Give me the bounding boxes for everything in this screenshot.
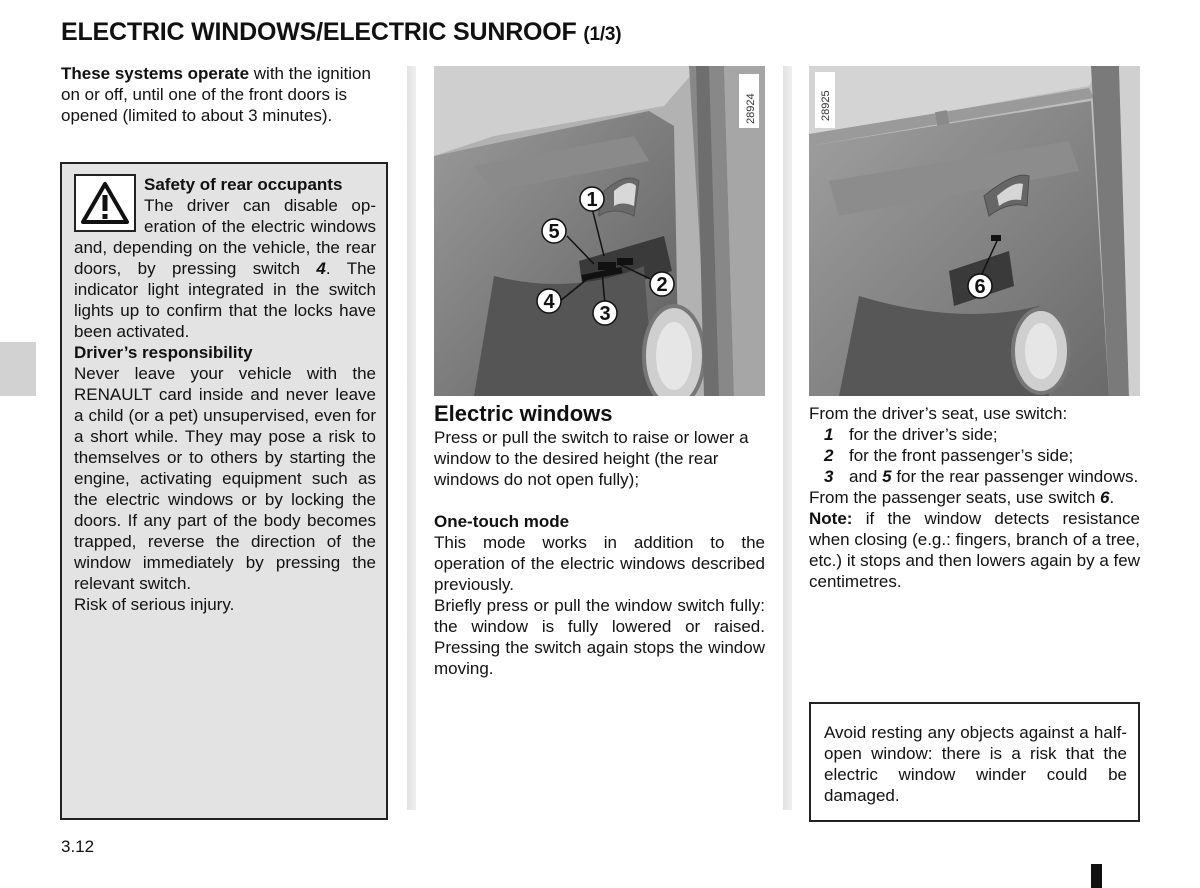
intro-text: with the ignition on or off, until one of the front doors is opened (limited to about 3 minutes). [61,64,371,125]
callout-2 [650,272,674,296]
svg-text:5: 5 [548,221,560,243]
chapter-tab [0,342,36,396]
page-title-text: ELECTRIC WINDOWS/ELECTRIC SUNROOF [61,18,577,46]
safety-switch-ref: 4 [316,259,326,278]
switch-list-item: 3 and 5 for the rear passenger windows. [824,467,1139,486]
page-corner-mark [1091,864,1102,888]
advice-box [809,702,1140,822]
callout-5 [542,219,566,243]
svg-text:6: 6 [974,276,986,298]
resistance-note: Note: if the window detects resistance when closing (e.g.: fingers, branch of a tree, etc.) it stops and then lowers again by a few centimetres. [809,509,1140,591]
rear-door-figure [809,66,1140,396]
switch-list-item: 1 for the driver’s side; [824,425,998,444]
figure1-ref: 28924 [745,93,757,124]
responsibility-heading: Driver’s responsibility [74,343,253,362]
callout-4 [537,289,561,313]
risk-text: Risk of serious injury. [74,595,235,614]
electric-windows-section [434,427,765,679]
brief-press-text: Briefly press or pull the window switch fully: the window is fully lowered or raised. Pressing the switch again stops the window moving. [434,596,765,678]
switch-usage-section [809,403,1140,592]
door-switch-figure [434,66,765,396]
intro-bold: These systems operate [61,64,250,83]
page-title-suffix: (1/3) [583,24,622,45]
driver-seat-intro: From the driver’s seat, use switch: [809,404,1068,423]
safety-text-part1: The driver can disable operation of the electric windows and, depending on the vehicle, the rear doors, by pressing switch [74,196,376,278]
switch-list-item: 2 for the front passenger’s side; [824,446,1074,465]
advice-text: Avoid resting any objects against a half-open window: there is a risk that the electric window winder could be damaged. [824,723,1127,805]
one-touch-text: This mode works in addition to the operation of the electric windows described previously. [434,533,765,594]
intro-paragraph [61,63,390,126]
one-touch-heading: One-touch mode [434,512,570,531]
page-number: 3.12 [61,837,95,856]
svg-text:1: 1 [586,189,598,211]
safety-heading: Safety of rear occupants [144,175,343,194]
warning-triangle-icon [74,174,136,232]
safety-text-part2: . The indicator light integrated in the switch lights up to confirm that the locks have been activated. [74,259,376,341]
safety-warning-box [60,162,388,820]
svg-text:3: 3 [599,303,611,325]
callout-3 [593,301,617,325]
figure2-ref: 28925 [820,90,832,121]
svg-text:2: 2 [656,274,668,296]
page-title [61,18,621,47]
svg-text:4: 4 [543,291,555,313]
passenger-seat-text: From the passenger seats, use switch 6. [809,488,1115,507]
responsibility-text: Never leave your vehicle with the RENAULT card inside and never leave a child (or a pet) unsupervised, even for a short while. They may pose a risk to themselves or to others by starting the engine, activating equipment such as the electric windows or by locking the doors. If any part of the body becomes trapped, reverse the direction of the window immediately by pressing the relevant switch. [74,364,376,593]
column-separator [783,66,792,810]
callout-1 [580,187,604,211]
electric-windows-text: Press or pull the switch to raise or lower a window to the desired height (the rear windows do not open fully); [434,428,749,489]
electric-windows-heading: Electric windows [434,401,613,426]
callout-6 [968,274,992,298]
column-separator [407,66,416,810]
